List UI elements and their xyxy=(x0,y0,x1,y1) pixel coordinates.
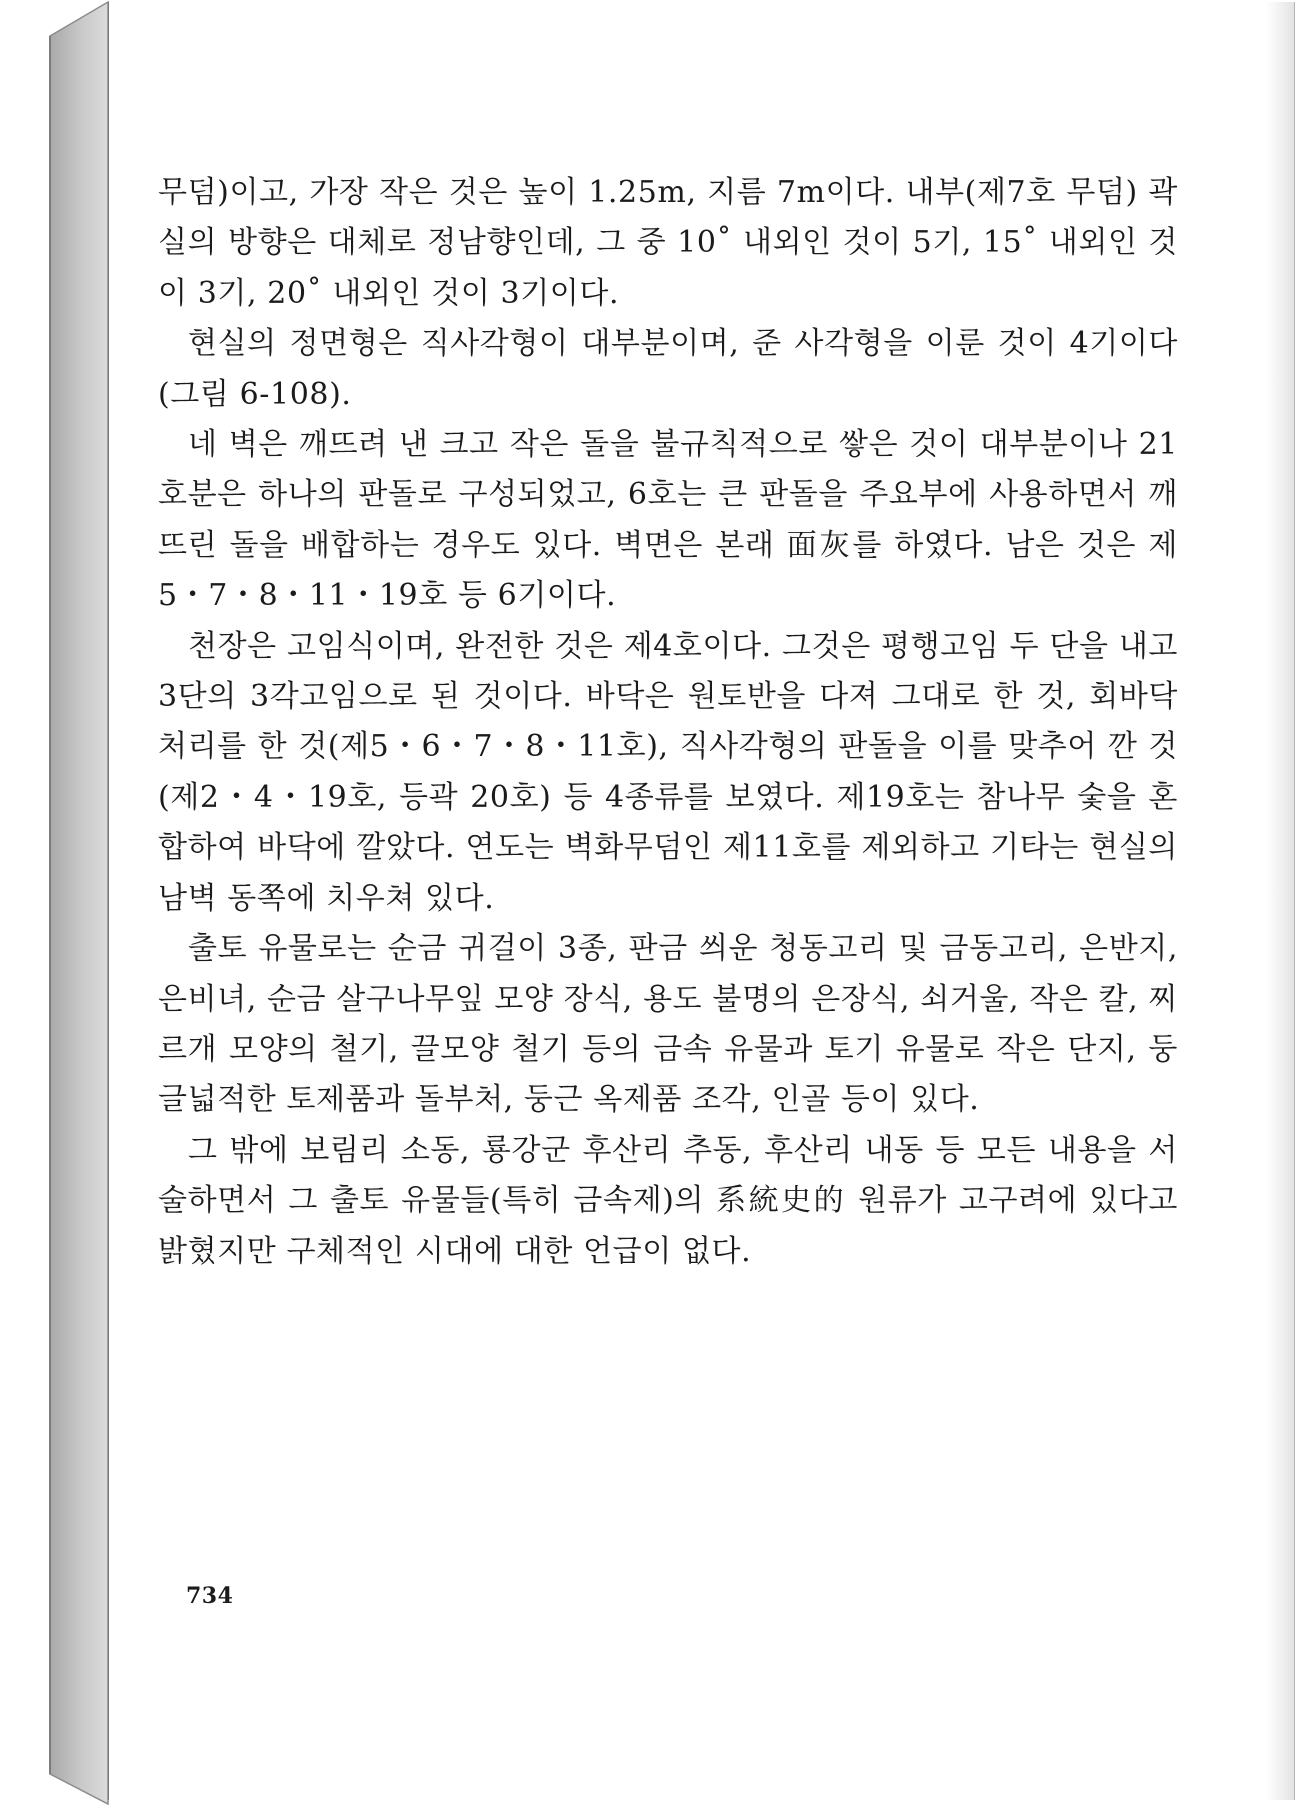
paragraph-5: 출토 유물로는 순금 귀걸이 3종, 판금 씌운 청동고리 및 금동고리, 은반지, 은비녀, 순금 살구나무잎 모양 장식, 용도 불명의 은장식, 쇠거울, 작은 칼, 찌르개 모양의 철기, 끌모양 철기 등의 금속 유물과 토기 유물로 작은 단지, 둥글넓적한 토제품과 돌부처, 둥근 옥제품 조각, 인골 등이 있다. xyxy=(158,931,1178,1118)
paragraph-3: 네 벽은 깨뜨려 낸 크고 작은 돌을 불규칙적으로 쌓은 것이 대부분이나 21호분은 하나의 판돌로 구성되었고, 6호는 큰 판돌을 주요부에 사용하면서 깨뜨린 돌을 배합하는 경우도 있다. 벽면은 본래 面灰를 하였다. 남은 것은 제5・7・8・11・19호 등 6기이다. xyxy=(158,427,1178,614)
page-edge-shade xyxy=(1266,2,1294,1800)
paragraph-6: 그 밖에 보림리 소동, 룡강군 후산리 추동, 후산리 내동 등 모든 내용을 서술하면서 그 출토 유물들(특히 금속제)의 系統史的 원류가 고구려에 있다고 밝혔지만 구체적인 시대에 대한 언급이 없다. xyxy=(158,1132,1178,1269)
paragraph-4: 천장은 고임식이며, 완전한 것은 제4호이다. 그것은 평행고임 두 단을 내고 3단의 3각고임으로 된 것이다. 바닥은 원토반을 다져 그대로 한 것, 회바닥 처리를 한 것(제5・6・7・8・11호), 직사각형의 판돌을 이를 맞추어 깐 것(제2・4・19호, 등곽 20호) 등 4종류를 보였다. 제19호는 참나무 숯을 혼합하여 바닥에 깔았다. 연도는 벽화무덤인 제11호를 제외하고 기타는 현실의 남벽 동쪽에 치우쳐 있다. xyxy=(158,628,1178,916)
paragraph-2: 현실의 정면형은 직사각형이 대부분이며, 준 사각형을 이룬 것이 4기이다(그림 6-108). xyxy=(158,326,1178,412)
page-number: 734 xyxy=(186,1583,234,1609)
body-text xyxy=(158,168,1178,1277)
paragraph-1: 무덤)이고, 가장 작은 것은 높이 1.25m, 지름 7m이다. 내부(제7호 무덤) 곽실의 방향은 대체로 정남향인데, 그 중 10˚ 내외인 것이 5기, 15˚ 내외인 것이 3기, 20˚ 내외인 것이 3기이다. xyxy=(158,175,1178,311)
